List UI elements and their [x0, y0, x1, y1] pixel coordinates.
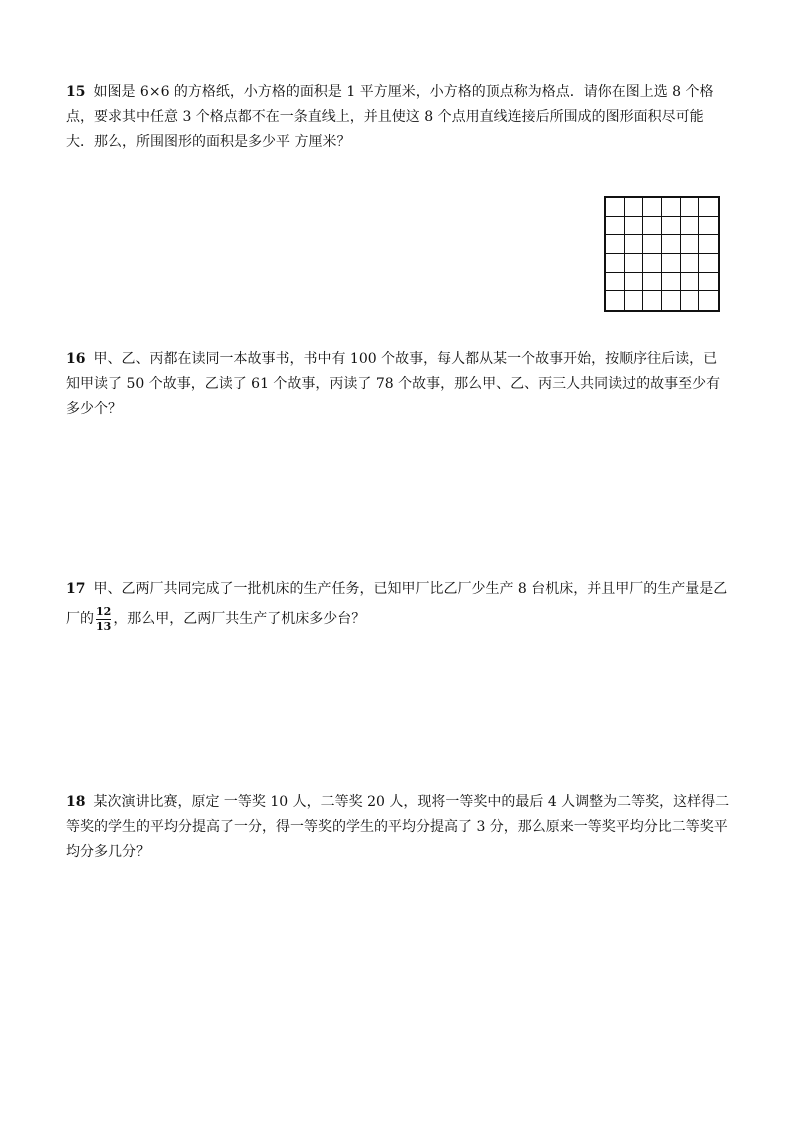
fraction [96, 606, 111, 633]
fraction-denominator: 13 [96, 619, 112, 633]
question-text: 甲、乙、丙都在读同一本故事书，书中有 100 个故事，每人都从某一个故事开始，按顺序往后读，已知甲读了 50 个故事，乙读了 61 个故事，丙读了 78 个故事，那么甲、乙、丙三人共同读过的故事至少有多少个？ [66, 351, 721, 417]
question-15 [66, 80, 730, 155]
question-16 [66, 347, 730, 422]
question-text: 如图是 6×6 的方格纸，小方格的面积是 1 平方厘米，小方格的顶点称为格点．请你在图上选 8 个格点，要求其中任意 3 个格点都不在一条直线上，并且使这 8 个点用直线连接后所围成的图形面积尽可能大．那么，所围图形的面积是多少平 方厘米？ [66, 84, 714, 150]
question-text: 某次演讲比赛，原定 一等奖 10 人，二等奖 20 人，现将一等奖中的最后 4 人调整为二等奖，这样得二等奖的学生的平均分提高了一分，得一等奖的学生的平均分提高了 3 分，那么原来一等奖平均分比二等奖平均分多几分？ [66, 794, 730, 860]
fraction-numerator: 12 [96, 604, 112, 618]
question-18 [66, 790, 730, 865]
question-number: 16 [66, 351, 86, 367]
question-number: 18 [66, 794, 86, 810]
question-text: 甲、乙两厂共同完成了一批机床的生产任务，已知甲厂比乙厂少生产 8 台机床，并且甲厂的生产量是乙厂的 [66, 581, 728, 627]
question-text-continued: ，那么甲，乙两厂共生产了机床多少台？ [113, 611, 366, 627]
question-number: 17 [66, 581, 86, 597]
question-number: 15 [66, 84, 86, 100]
grid-6x6-figure [604, 196, 720, 312]
question-17 [66, 574, 730, 634]
